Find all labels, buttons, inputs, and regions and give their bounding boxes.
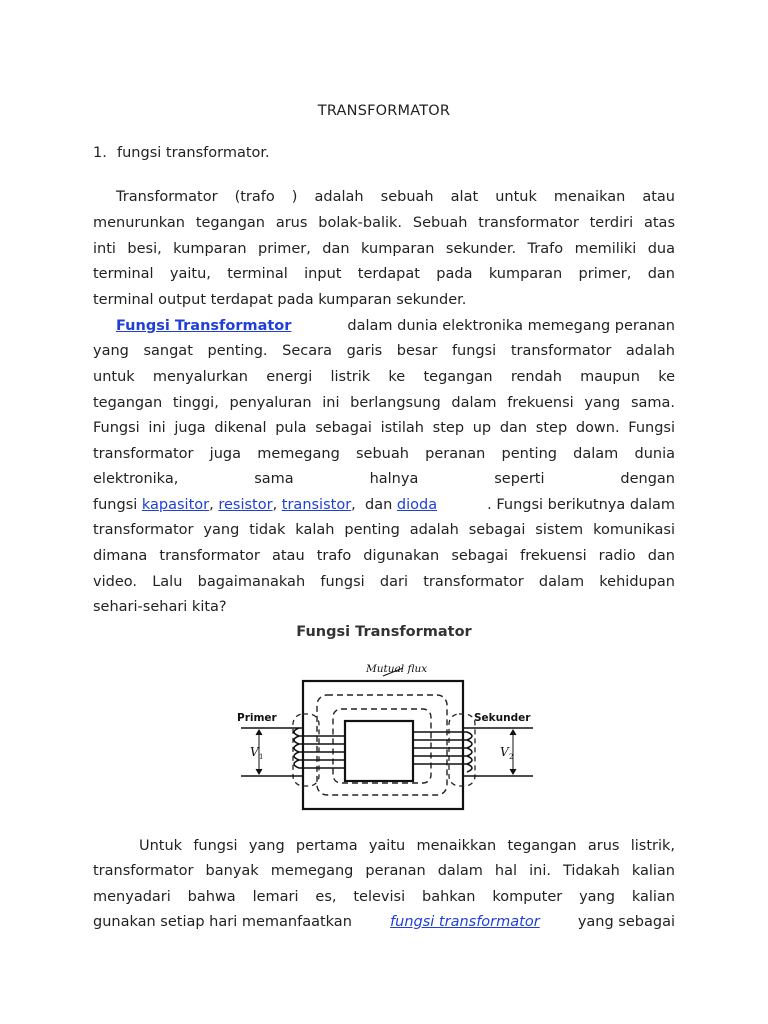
- transformer-figure: [233, 624, 535, 824]
- link-transistor[interactable]: transistor: [281, 497, 352, 513]
- p3-line-4-rest: yang sebagai: [577, 914, 675, 930]
- word: elektronika,: [93, 471, 179, 487]
- p2-line-9: transformator yang tidak kalah penting adalah sebagai sistem komunikasi: [93, 522, 675, 538]
- figure-title: Fungsi Transformator: [296, 624, 472, 640]
- p2-line-7: [93, 467, 675, 491]
- p3-line-1: Untuk fungsi yang pertama yaitu menaikkan tegangan arus listrik,: [139, 838, 675, 854]
- primer-label: Primer: [237, 712, 277, 724]
- p3-line-3: menyadari bahwa lemari es, televisi bahkan komputer yang kalian: [93, 889, 675, 905]
- p3-line-4-start: gunakan setiap hari memanfaatkan: [93, 914, 352, 930]
- mutual-flux-label: Mutual flux: [366, 663, 428, 675]
- p2-line-8: [93, 493, 675, 517]
- p1-line-1: Transformator (trafo ) adalah sebuah alat untuk menaikan atau: [116, 189, 675, 205]
- word: halnya: [369, 471, 419, 487]
- p1-line-3: inti besi, kumparan primer, dan kumparan sekunder. Trafo memiliki dua: [93, 241, 675, 257]
- v2-label: V: [500, 745, 509, 759]
- link-fungsi-transformator-2[interactable]: fungsi transformator: [390, 914, 540, 930]
- p3-line-4: [93, 910, 675, 934]
- p2-line-1-text: dalam dunia elektronika memegang peranan: [347, 318, 675, 334]
- link-dioda[interactable]: dioda: [396, 497, 438, 513]
- core-outer: [303, 681, 463, 809]
- p3-line-2: transformator banyak memegang peranan dalam hal ini. Tidakah kalian: [93, 863, 675, 879]
- section-heading: [93, 145, 270, 161]
- word: fungsi: [93, 497, 138, 513]
- p2-line-10: dimana transformator atau trafo digunakan sebagai frekuensi radio dan: [93, 548, 675, 564]
- word: dengan: [620, 471, 675, 487]
- p2-line-6: transformator juga memegang sebuah peranan penting dalam dunia: [93, 446, 675, 462]
- p2-line-5: Fungsi ini juga dikenal pula sebagai istilah step up dan step down. Fungsi: [93, 420, 675, 436]
- word: sama: [254, 471, 294, 487]
- heading-number: 1.: [93, 145, 107, 161]
- v2-subscript: 2: [509, 753, 514, 761]
- word: seperti: [494, 471, 545, 487]
- link-kapasitor[interactable]: kapasitor: [141, 497, 210, 513]
- transformer-diagram: [233, 624, 535, 824]
- p2-line-4: tegangan tinggi, penyaluran ini berlangsung dalam frekuensi yang sama.: [93, 395, 675, 411]
- document-title: TRANSFORMATOR: [317, 103, 451, 119]
- word: dan: [365, 497, 393, 513]
- p2-line-8-wrap: fungsi kapasitor, resistor, transistor, dan dioda: [93, 497, 438, 513]
- p2-line-8-rest: . Fungsi berikutnya dalam: [487, 497, 675, 513]
- p2-line-11: video. Lalu bagaimanakah fungsi dari transformator dalam kehidupan: [93, 574, 675, 590]
- p2-line-12: sehari-sehari kita?: [93, 599, 227, 615]
- link-fungsi-transformator[interactable]: Fungsi Transformator: [116, 318, 292, 334]
- p2-line-3: untuk menyalurkan energi listrik ke tegangan rendah maupun ke: [93, 369, 675, 385]
- sekunder-label: Sekunder: [474, 712, 531, 724]
- core-inner: [345, 721, 413, 781]
- p1-line-5: terminal output terdapat pada kumparan sekunder.: [93, 292, 467, 308]
- heading-text: fungsi transformator.: [117, 145, 270, 161]
- v2-arrow: [510, 730, 516, 774]
- link-resistor[interactable]: resistor: [218, 497, 273, 513]
- primary-coil: [285, 728, 345, 776]
- p1-line-4: terminal yaitu, terminal input terdapat pada kumparan primer, dan: [93, 266, 675, 282]
- v1-label: V: [250, 745, 259, 759]
- p1-line-2: menurunkan tegangan arus bolak-balik. Sebuah transformator terdiri atas: [93, 215, 675, 231]
- p2-line-2: yang sangat penting. Secara garis besar fungsi transformator adalah: [93, 343, 675, 359]
- v1-subscript: 1: [259, 753, 264, 761]
- p2-line-1: [116, 314, 675, 338]
